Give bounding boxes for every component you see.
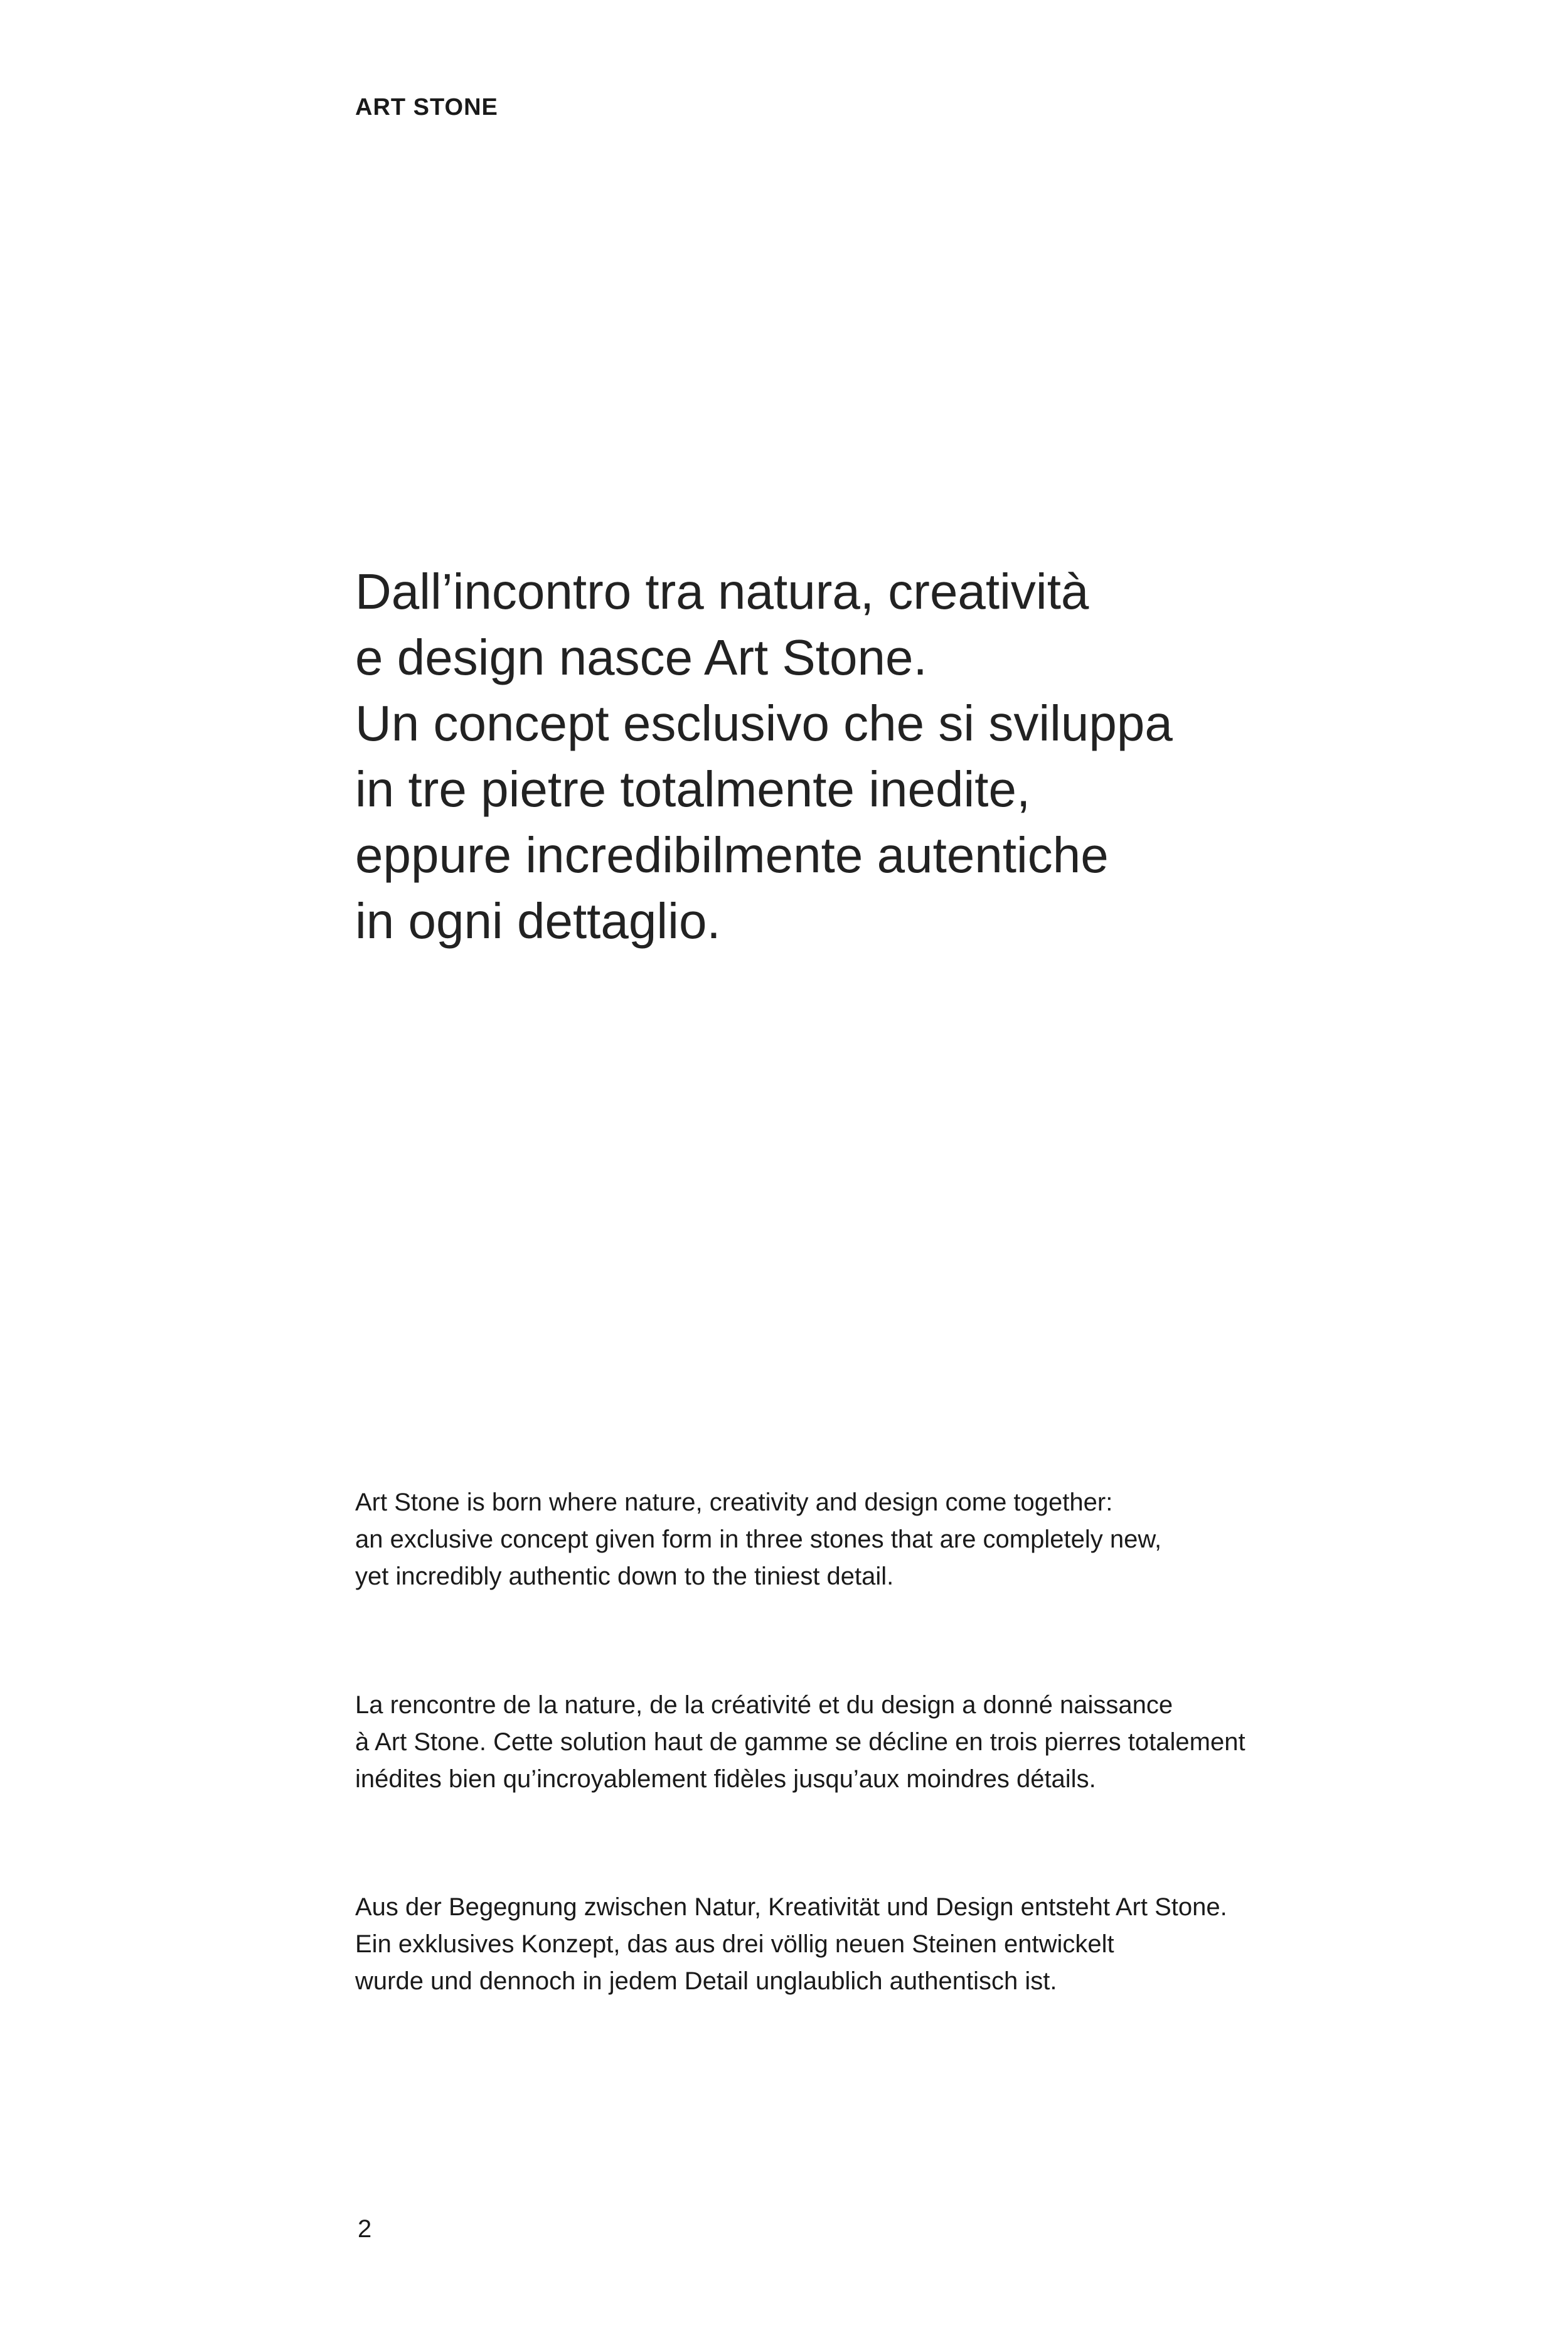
lead-line: in ogni dettaglio. bbox=[355, 893, 721, 949]
paragraph-line: yet incredibly authentic down to the tiniest detail. bbox=[355, 1563, 894, 1590]
lead-line: in tre pietre totalmente inedite, bbox=[355, 761, 1031, 817]
paragraph-line: à Art Stone. Cette solution haut de gamme se décline en trois pierres totalement bbox=[355, 1728, 1245, 1756]
paragraph-french bbox=[355, 1687, 1485, 1798]
paragraph-german bbox=[355, 1889, 1485, 2000]
lead-paragraph-italian bbox=[355, 559, 1296, 954]
lead-line: e design nasce Art Stone. bbox=[355, 629, 927, 685]
lead-line: Dall’incontro tra natura, creatività bbox=[355, 564, 1089, 619]
paragraph-line: an exclusive concept given form in three stones that are completely new, bbox=[355, 1526, 1162, 1553]
paragraph-line: inédites bien qu’incroyablement fidèles jusqu’aux moindres détails. bbox=[355, 1765, 1096, 1793]
paragraph-line: Art Stone is born where nature, creativity and design come together: bbox=[355, 1489, 1113, 1516]
paragraph-line: wurde und dennoch in jedem Detail unglaublich authentisch ist. bbox=[355, 1967, 1057, 1995]
lead-line: Un concept esclusivo che si sviluppa bbox=[355, 695, 1173, 751]
page-number: 2 bbox=[358, 2215, 372, 2243]
paragraph-english bbox=[355, 1484, 1485, 1595]
section-title: ART STONE bbox=[355, 94, 498, 120]
paragraph-line: Ein exklusives Konzept, das aus drei völlig neuen Steinen entwickelt bbox=[355, 1930, 1114, 1958]
paragraph-line: Aus der Begegnung zwischen Natur, Kreativität und Design entsteht Art Stone. bbox=[355, 1893, 1227, 1921]
lead-line: eppure incredibilmente autentiche bbox=[355, 827, 1109, 883]
paragraph-line: La rencontre de la nature, de la créativité et du design a donné naissance bbox=[355, 1691, 1173, 1719]
